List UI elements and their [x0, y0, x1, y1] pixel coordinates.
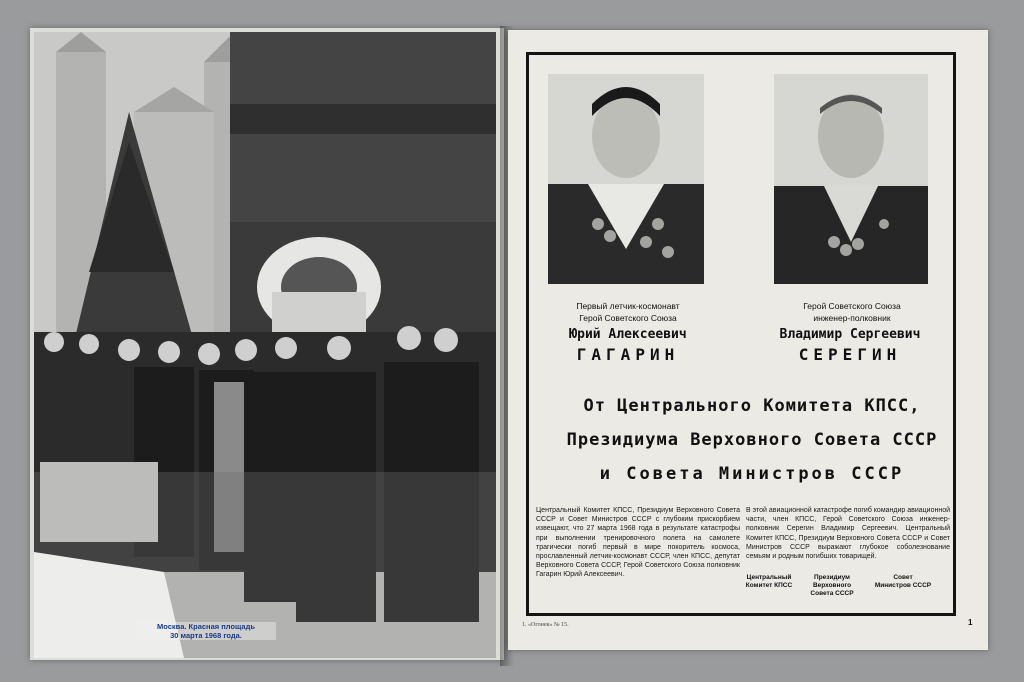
signature-council-of-ministers [868, 574, 938, 590]
seregin-surname: СЕРЕГИН [798, 345, 902, 364]
procession-illustration [34, 32, 496, 658]
signature-3-line-1: Совет [893, 574, 913, 581]
funeral-procession-photo [34, 32, 496, 658]
signature-1-line-2: Комитет КПСС [745, 582, 793, 589]
magazine-issue-footer: 1. «Огонек» № 15. [522, 622, 569, 628]
seregin-portrait [774, 74, 928, 284]
photo-caption [136, 622, 276, 640]
seregin-portrait-graphic [774, 74, 928, 284]
signature-2-line-1: Президиум Верховного [812, 574, 852, 589]
left-page [30, 28, 504, 660]
gagarin-title-line-2: Герой Советского Союза [579, 313, 677, 323]
signature-presidium [800, 574, 864, 598]
gagarin-title [528, 300, 728, 324]
headline-line-3: и Совета Министров СССР [599, 464, 905, 484]
seregin-title-line-1: Герой Советского Союза [803, 301, 901, 311]
signature-2-line-2: Совета СССР [810, 590, 854, 597]
signature-central-committee [744, 574, 794, 590]
signature-3-line-2: Министров СССР [874, 582, 932, 589]
seregin-title-line-2: инженер-полковник [813, 313, 891, 323]
gagarin-first-names: Юрий Алексеевич [569, 327, 687, 342]
seregin-first-names: Владимир Сергеевич [779, 327, 921, 342]
signature-1-line-1: Центральный [746, 574, 792, 581]
announcement-column-2: В этой авиационной катастрофе погиб командир авиационной части, член КПСС, Герой Советского Союза инженер-полковник Серегин Владимир Сергеевич. Центральный Комитет КПСС, Президиум Верховного Совета СССР и Совет Министров СССР выражают глубокое соболезнование семьям и родным погибших товарищей. [746, 507, 950, 561]
gagarin-title-line-1: Первый летчик-космонавт [576, 301, 680, 311]
headline-line-1: От Центрального Комитета КПСС, [583, 396, 921, 416]
headline-line-2: Президиума Верховного Совета СССР [566, 430, 938, 450]
gagarin-surname: ГАГАРИН [576, 345, 680, 364]
caption-line-2: 30 марта 1968 года. [170, 631, 242, 640]
gagarin-portrait-graphic [548, 74, 704, 284]
seregin-title [752, 300, 952, 324]
caption-line-1: Москва. Красная площадь [157, 622, 255, 631]
page-number: 1 [968, 618, 973, 627]
announcement-column-1: Центральный Комитет КПСС, Президиум Верховного Совета СССР и Совет Министров СССР с глубоким прискорбием извещают, что 27 марта 1968 года в результате катастрофы при выполнении тренировочного полета на самолете трагически погиб первый в мире покоритель космоса, прославленный летчик-космонавт СССР, член КПСС, депутат Верховного Совета СССР, Герой Советского Союза полковник Гагарин Юрий Алексеевич. [536, 507, 740, 579]
right-page [508, 30, 988, 650]
gagarin-portrait [548, 74, 704, 284]
